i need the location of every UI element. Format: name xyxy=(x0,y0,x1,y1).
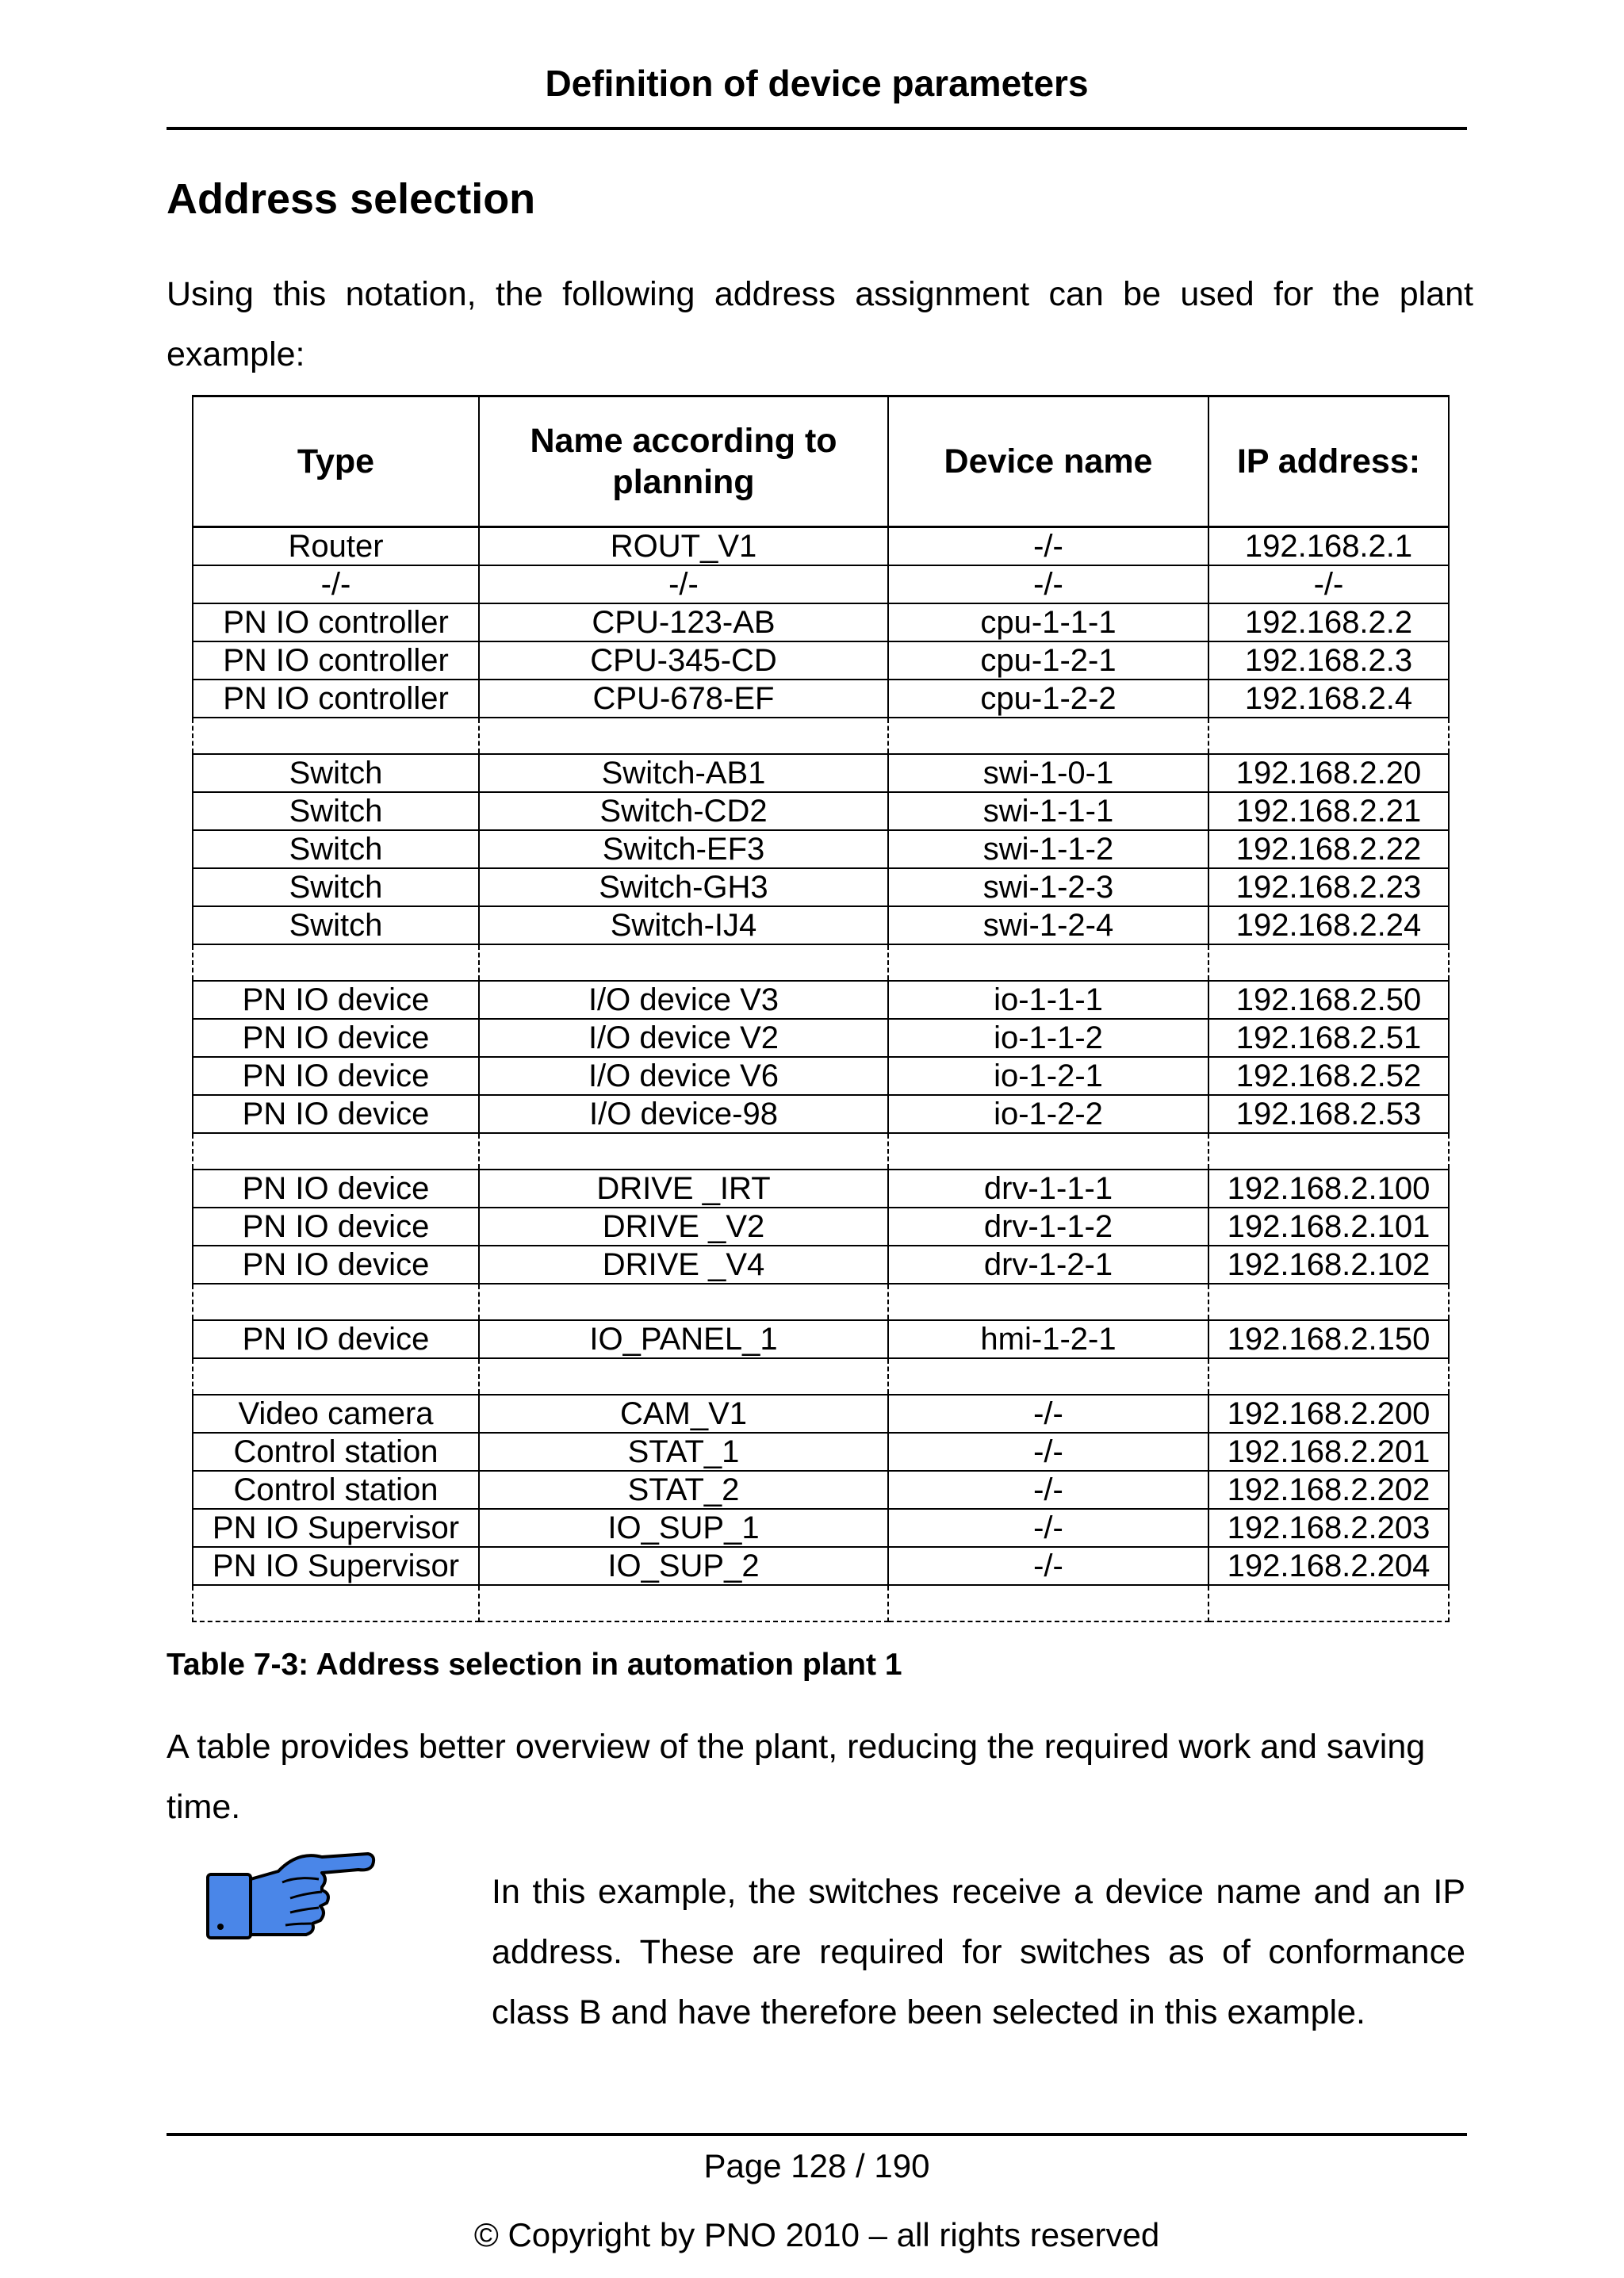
copyright-notice: © Copyright by PNO 2010 – all rights reserved xyxy=(473,2216,1160,2253)
cell-type: PN IO device xyxy=(193,1170,479,1208)
table-row xyxy=(193,1246,1449,1284)
cell-type: Control station xyxy=(193,1471,479,1509)
cell-type: PN IO Supervisor xyxy=(193,1509,479,1547)
cell-planning-name: Switch-EF3 xyxy=(479,830,888,868)
cell-type: PN IO Supervisor xyxy=(193,1547,479,1585)
table-row xyxy=(193,792,1449,830)
table-row xyxy=(193,1471,1449,1509)
cell-type: PN IO device xyxy=(193,1208,479,1246)
table-row xyxy=(193,1509,1449,1547)
cell-device-name: -/- xyxy=(888,527,1208,566)
cell-ip-address: 192.168.2.53 xyxy=(1208,1095,1449,1133)
cell-type: Video camera xyxy=(193,1395,479,1433)
table-row xyxy=(193,981,1449,1019)
cell-planning-name: I/O device-98 xyxy=(479,1095,888,1133)
table-row xyxy=(193,1320,1449,1358)
table-spacer-row xyxy=(193,1358,1449,1395)
cell-device-name: -/- xyxy=(888,1395,1208,1433)
cell-ip-address: 192.168.2.51 xyxy=(1208,1019,1449,1057)
cell-ip-address: 192.168.2.23 xyxy=(1208,868,1449,906)
cell-planning-name: IO_SUP_1 xyxy=(479,1509,888,1547)
cell-planning-name: IO_SUP_2 xyxy=(479,1547,888,1585)
cell-planning-name: CPU-678-EF xyxy=(479,680,888,718)
column-header-device-name: Device name xyxy=(888,396,1208,527)
cell-type xyxy=(193,1284,479,1320)
column-header-ip-address: IP address: xyxy=(1208,396,1449,527)
pointing-hand-icon xyxy=(203,1847,377,1943)
table-row xyxy=(193,1170,1449,1208)
cell-device-name: io-1-1-2 xyxy=(888,1019,1208,1057)
cell-planning-name: CPU-345-CD xyxy=(479,641,888,680)
cell-ip-address xyxy=(1208,944,1449,981)
cell-ip-address: 192.168.2.2 xyxy=(1208,603,1449,641)
intro-paragraph: Using this notation, the following address assignment can be used for the plant example: xyxy=(167,275,1473,373)
table-spacer-row xyxy=(193,1133,1449,1170)
section-heading: Address selection xyxy=(167,175,536,223)
cell-planning-name: I/O device V6 xyxy=(479,1057,888,1095)
table-caption: Table 7-3: Address selection in automation plant 1 xyxy=(167,1648,902,1682)
cell-planning-name: -/- xyxy=(479,565,888,603)
table-row xyxy=(193,1095,1449,1133)
cell-type: Switch xyxy=(193,868,479,906)
cell-device-name xyxy=(888,718,1208,754)
cell-device-name: io-1-1-1 xyxy=(888,981,1208,1019)
cell-planning-name: Switch-CD2 xyxy=(479,792,888,830)
cell-type xyxy=(193,718,479,754)
table-spacer-row xyxy=(193,1585,1449,1621)
table-row xyxy=(193,1433,1449,1471)
cell-device-name xyxy=(888,1585,1208,1621)
cell-ip-address: 192.168.2.20 xyxy=(1208,754,1449,792)
address-table-container xyxy=(192,395,1448,1622)
cell-type: Switch xyxy=(193,906,479,944)
cell-type xyxy=(193,1133,479,1170)
cell-ip-address: 192.168.2.102 xyxy=(1208,1246,1449,1284)
cell-ip-address: 192.168.2.202 xyxy=(1208,1471,1449,1509)
table-row xyxy=(193,830,1449,868)
table-row xyxy=(193,603,1449,641)
cell-device-name: swi-1-1-1 xyxy=(888,792,1208,830)
cell-planning-name xyxy=(479,718,888,754)
cell-planning-name xyxy=(479,1133,888,1170)
table-row xyxy=(193,641,1449,680)
cell-device-name: -/- xyxy=(888,1547,1208,1585)
cell-type: -/- xyxy=(193,565,479,603)
cell-type: Control station xyxy=(193,1433,479,1471)
cell-device-name: swi-1-2-4 xyxy=(888,906,1208,944)
cell-ip-address xyxy=(1208,1284,1449,1320)
cell-planning-name: DRIVE _V4 xyxy=(479,1246,888,1284)
column-header-planning-name: Name according to planning xyxy=(479,396,888,527)
cell-ip-address: 192.168.2.204 xyxy=(1208,1547,1449,1585)
cell-planning-name: CPU-123-AB xyxy=(479,603,888,641)
page-header-title: Definition of device parameters xyxy=(545,63,1089,104)
cell-planning-name: I/O device V3 xyxy=(479,981,888,1019)
footer-divider xyxy=(167,2133,1467,2136)
cell-ip-address: 192.168.2.4 xyxy=(1208,680,1449,718)
cell-planning-name xyxy=(479,1284,888,1320)
cell-device-name: -/- xyxy=(888,1509,1208,1547)
cell-device-name: drv-1-2-1 xyxy=(888,1246,1208,1284)
table-row xyxy=(193,868,1449,906)
table-row xyxy=(193,1547,1449,1585)
cell-device-name: cpu-1-2-1 xyxy=(888,641,1208,680)
cell-device-name: swi-1-1-2 xyxy=(888,830,1208,868)
cell-ip-address xyxy=(1208,1358,1449,1395)
cell-device-name: drv-1-1-1 xyxy=(888,1170,1208,1208)
cell-type: PN IO device xyxy=(193,1057,479,1095)
header-divider xyxy=(167,127,1467,130)
table-header-row xyxy=(193,396,1449,527)
cell-planning-name: STAT_2 xyxy=(479,1471,888,1509)
cell-ip-address: 192.168.2.52 xyxy=(1208,1057,1449,1095)
address-table xyxy=(192,395,1450,1622)
cell-planning-name: ROUT_V1 xyxy=(479,527,888,566)
cell-ip-address: 192.168.2.21 xyxy=(1208,792,1449,830)
cell-device-name: drv-1-1-2 xyxy=(888,1208,1208,1246)
cell-planning-name: DRIVE _V2 xyxy=(479,1208,888,1246)
cell-type: PN IO controller xyxy=(193,603,479,641)
cell-ip-address: 192.168.2.201 xyxy=(1208,1433,1449,1471)
table-row xyxy=(193,527,1449,566)
cell-type: PN IO controller xyxy=(193,641,479,680)
cell-device-name: cpu-1-2-2 xyxy=(888,680,1208,718)
page-number: Page 128 / 190 xyxy=(703,2147,930,2184)
cell-device-name xyxy=(888,944,1208,981)
cell-type: PN IO device xyxy=(193,1019,479,1057)
cell-device-name xyxy=(888,1358,1208,1395)
cell-type: PN IO device xyxy=(193,1320,479,1358)
table-spacer-row xyxy=(193,944,1449,981)
cell-ip-address xyxy=(1208,1585,1449,1621)
cell-device-name: swi-1-2-3 xyxy=(888,868,1208,906)
table-spacer-row xyxy=(193,718,1449,754)
cell-type: PN IO device xyxy=(193,981,479,1019)
cell-ip-address xyxy=(1208,718,1449,754)
cell-type: PN IO controller xyxy=(193,680,479,718)
cell-ip-address: 192.168.2.24 xyxy=(1208,906,1449,944)
cell-type xyxy=(193,1585,479,1621)
cell-type xyxy=(193,944,479,981)
cell-type: PN IO device xyxy=(193,1095,479,1133)
cell-ip-address xyxy=(1208,1133,1449,1170)
cell-device-name xyxy=(888,1284,1208,1320)
cell-planning-name: IO_PANEL_1 xyxy=(479,1320,888,1358)
cell-device-name: swi-1-0-1 xyxy=(888,754,1208,792)
cell-device-name: -/- xyxy=(888,565,1208,603)
cell-type: Router xyxy=(193,527,479,566)
cell-ip-address: 192.168.2.100 xyxy=(1208,1170,1449,1208)
table-row xyxy=(193,680,1449,718)
table-row xyxy=(193,1057,1449,1095)
cell-ip-address: -/- xyxy=(1208,565,1449,603)
cell-planning-name: DRIVE _IRT xyxy=(479,1170,888,1208)
cell-ip-address: 192.168.2.3 xyxy=(1208,641,1449,680)
table-row xyxy=(193,754,1449,792)
cell-device-name: io-1-2-1 xyxy=(888,1057,1208,1095)
table-row xyxy=(193,1208,1449,1246)
table-spacer-row xyxy=(193,1284,1449,1320)
cell-ip-address: 192.168.2.150 xyxy=(1208,1320,1449,1358)
cell-device-name: -/- xyxy=(888,1433,1208,1471)
table-body xyxy=(193,527,1449,1622)
table-row xyxy=(193,565,1449,603)
cell-planning-name xyxy=(479,1358,888,1395)
cell-planning-name xyxy=(479,1585,888,1621)
cell-device-name: io-1-2-2 xyxy=(888,1095,1208,1133)
cell-planning-name: Switch-AB1 xyxy=(479,754,888,792)
cell-device-name xyxy=(888,1133,1208,1170)
cell-device-name: -/- xyxy=(888,1471,1208,1509)
cell-ip-address: 192.168.2.200 xyxy=(1208,1395,1449,1433)
column-header-type: Type xyxy=(193,396,479,527)
cell-planning-name: Switch-IJ4 xyxy=(479,906,888,944)
cell-planning-name: CAM_V1 xyxy=(479,1395,888,1433)
cell-type xyxy=(193,1358,479,1395)
table-row xyxy=(193,1019,1449,1057)
cell-type: Switch xyxy=(193,754,479,792)
note-paragraph: In this example, the switches receive a device name and an IP address. These are required for switches as of conformance class B and have therefore been selected in this example. xyxy=(492,1873,1465,2031)
cell-type: Switch xyxy=(193,792,479,830)
cell-ip-address: 192.168.2.22 xyxy=(1208,830,1449,868)
table-row xyxy=(193,1395,1449,1433)
cell-device-name: cpu-1-1-1 xyxy=(888,603,1208,641)
cell-type: Switch xyxy=(193,830,479,868)
cell-ip-address: 192.168.2.203 xyxy=(1208,1509,1449,1547)
cell-planning-name: I/O device V2 xyxy=(479,1019,888,1057)
cell-ip-address: 192.168.2.101 xyxy=(1208,1208,1449,1246)
cell-planning-name: Switch-GH3 xyxy=(479,868,888,906)
cell-type: PN IO device xyxy=(193,1246,479,1284)
cell-ip-address: 192.168.2.1 xyxy=(1208,527,1449,566)
cell-ip-address: 192.168.2.50 xyxy=(1208,981,1449,1019)
cell-planning-name xyxy=(479,944,888,981)
cell-planning-name: STAT_1 xyxy=(479,1433,888,1471)
summary-paragraph: A table provides better overview of the plant, reducing the required work and saving time. xyxy=(167,1728,1426,1826)
table-row xyxy=(193,906,1449,944)
cell-device-name: hmi-1-2-1 xyxy=(888,1320,1208,1358)
